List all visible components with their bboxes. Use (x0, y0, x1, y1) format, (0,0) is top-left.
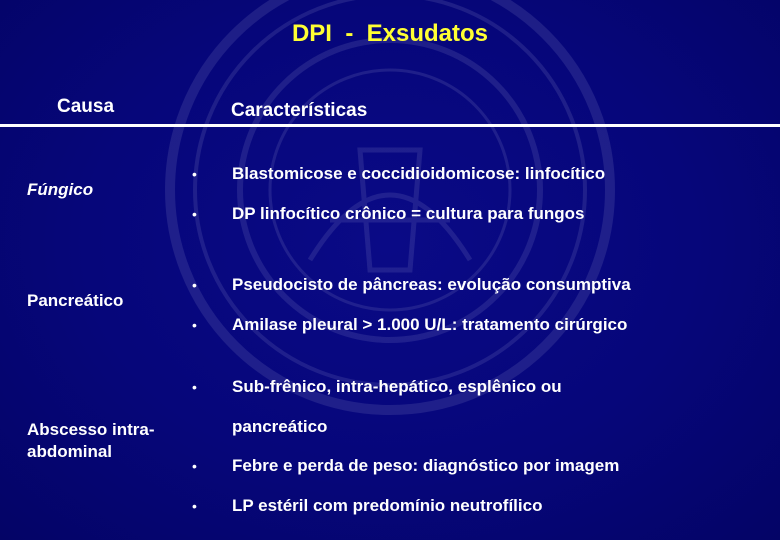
slide-title: DPI - Exsudatos (291, 20, 489, 47)
bullet-icon: • (192, 458, 197, 474)
cause-fungico: Fúngico (27, 180, 94, 199)
bullet-icon: • (192, 379, 197, 395)
list-item-continuation: pancreático (232, 417, 328, 436)
list-item: • Blastomicose e coccidioidomicose: linfocítico (192, 162, 605, 186)
cause-abscesso: Abscesso intra- abdominal (27, 420, 155, 461)
cause-pancreatico: Pancreático (27, 291, 124, 310)
bullet-icon: • (192, 166, 197, 182)
bullet-icon: • (192, 206, 197, 222)
bullet-icon: • (192, 317, 197, 333)
bullet-icon: • (192, 498, 197, 514)
list-item: • Sub-frênico, intra-hepático, esplênico ou (192, 375, 562, 399)
bullet-icon: • (192, 277, 197, 293)
list-item: • Febre e perda de peso: diagnóstico por imagem (192, 454, 619, 478)
list-item: • Pseudocisto de pâncreas: evolução consumptiva (192, 273, 631, 297)
list-item: • LP estéril com predomínio neutrofílico (192, 494, 542, 518)
column-header-causa: Causa (57, 96, 115, 117)
list-item: • DP linfocítico crônico = cultura para fungos (192, 202, 585, 226)
list-item: • Amilase pleural > 1.000 U/L: tratamento cirúrgico (192, 313, 627, 337)
header-divider (0, 124, 780, 127)
column-header-caracteristicas: Características (231, 100, 368, 121)
